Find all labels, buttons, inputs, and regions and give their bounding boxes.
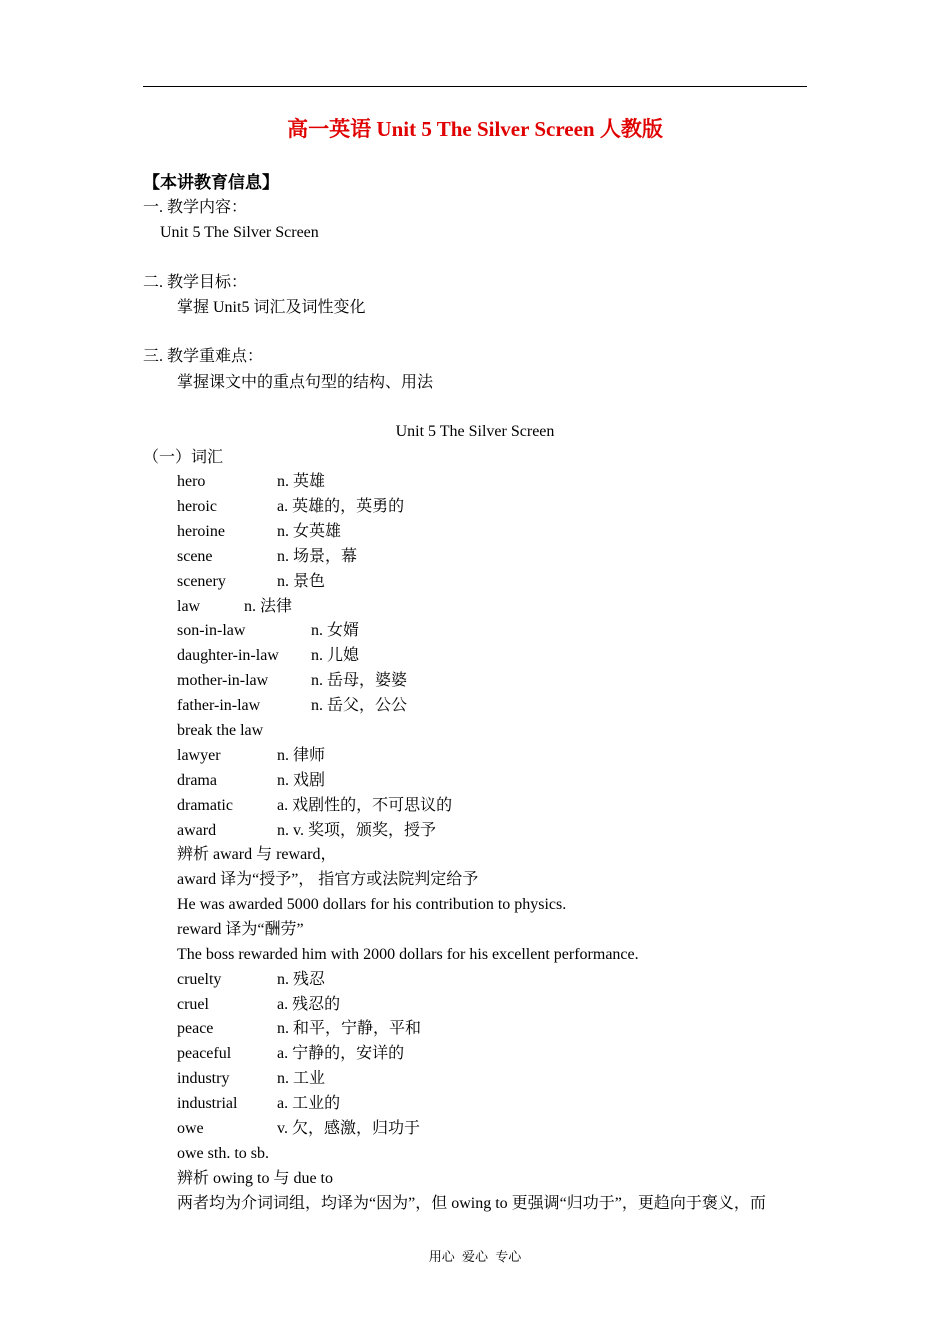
vocab-definition: n. 儿媳: [311, 647, 360, 664]
vocab-word: son-in-law: [177, 622, 246, 639]
vocab-definition: v. 欠，感激，归功于: [277, 1120, 420, 1137]
vocab-definition: n. 工业: [277, 1070, 326, 1087]
vocab-word: industrial: [177, 1095, 238, 1112]
vocab-phrase: owe sth. to sb.: [177, 1145, 269, 1162]
vocab-definition: a. 残忍的: [277, 996, 341, 1013]
header-rule: [143, 86, 807, 87]
vocab-word: daughter-in-law: [177, 647, 279, 664]
vocab-definition: n. 场景，幕: [277, 548, 358, 565]
vocab-definition: n. v. 奖项，颁奖，授予: [277, 822, 436, 839]
vocab-definition: n. 戏剧: [277, 772, 326, 789]
vocab-word: cruel: [177, 996, 209, 1013]
section-text-goals: 掌握 Unit5 词汇及词性变化: [177, 299, 366, 316]
section-heading-content: 一. 教学内容：: [143, 199, 248, 216]
vocab-word: scene: [177, 548, 213, 565]
info-heading: 【本讲教育信息】: [143, 173, 279, 192]
vocab-word: drama: [177, 772, 217, 789]
vocab-definition: n. 残忍: [277, 971, 326, 988]
vocab-word: dramatic: [177, 797, 233, 814]
vocab-definition: n. 岳父，公公: [311, 697, 408, 714]
vocab-word: heroine: [177, 523, 225, 540]
vocab-definition: n. 法律: [244, 598, 293, 615]
vocab-definition: a. 戏剧性的，不可思议的: [277, 797, 453, 814]
vocab-word: peaceful: [177, 1045, 232, 1062]
vocab-word: cruelty: [177, 971, 222, 988]
vocab-definition: a. 宁静的，安详的: [277, 1045, 405, 1062]
vocab-definition: a. 英雄的，英勇的: [277, 498, 405, 515]
vocab-definition: a. 工业的: [277, 1095, 341, 1112]
vocab-example: The boss rewarded him with 2000 dollars for his excellent performance.: [177, 946, 639, 963]
vocab-word: father-in-law: [177, 697, 261, 714]
section-text-key-points: 掌握课文中的重点句型的结构、用法: [177, 374, 434, 391]
vocab-word: peace: [177, 1020, 214, 1037]
vocab-word: award: [177, 822, 217, 839]
section-heading-key-points: 三. 教学重难点：: [143, 348, 264, 365]
page-footer: 用心 爱心 专心: [428, 1249, 522, 1264]
vocab-word: hero: [177, 473, 206, 490]
vocab-definition: n. 和平，宁静，平和: [277, 1020, 422, 1037]
vocab-word: scenery: [177, 573, 226, 590]
vocab-word: industry: [177, 1070, 230, 1087]
vocab-note: award 译为“授予”， 指官方或法院判定给予: [177, 871, 479, 888]
vocab-word: lawyer: [177, 747, 221, 764]
vocab-definition: n. 律师: [277, 747, 326, 764]
section-heading-goals: 二. 教学目标：: [143, 274, 248, 291]
vocab-definition: n. 女英雄: [277, 523, 342, 540]
vocab-definition: n. 英雄: [277, 473, 326, 490]
vocab-definition: n. 女婿: [311, 622, 360, 639]
vocab-word: law: [177, 598, 201, 615]
page-title: 高一英语 Unit 5 The Silver Screen 人教版: [287, 117, 663, 141]
vocab-heading: （一）词汇: [143, 449, 224, 466]
vocab-note: reward 译为“酬劳”: [177, 921, 304, 938]
unit-title: Unit 5 The Silver Screen: [395, 423, 555, 440]
vocab-phrase: break the law: [177, 722, 264, 739]
vocab-definition: n. 岳母，婆婆: [311, 672, 408, 689]
vocab-note: 辨析 owing to 与 due to: [177, 1170, 333, 1187]
vocab-example: He was awarded 5000 dollars for his contribution to physics.: [177, 896, 567, 913]
vocab-word: owe: [177, 1120, 204, 1137]
section-text-content: Unit 5 The Silver Screen: [160, 224, 319, 241]
vocab-word: mother-in-law: [177, 672, 269, 689]
vocab-definition: n. 景色: [277, 573, 326, 590]
vocab-note: 辨析 award 与 reward，: [177, 846, 337, 863]
vocab-word: heroic: [177, 498, 217, 515]
vocab-explanation: 两者均为介词词组，均译为“因为”，但 owing to 更强调“归功于”，更趋向于褒义，而: [177, 1195, 766, 1212]
